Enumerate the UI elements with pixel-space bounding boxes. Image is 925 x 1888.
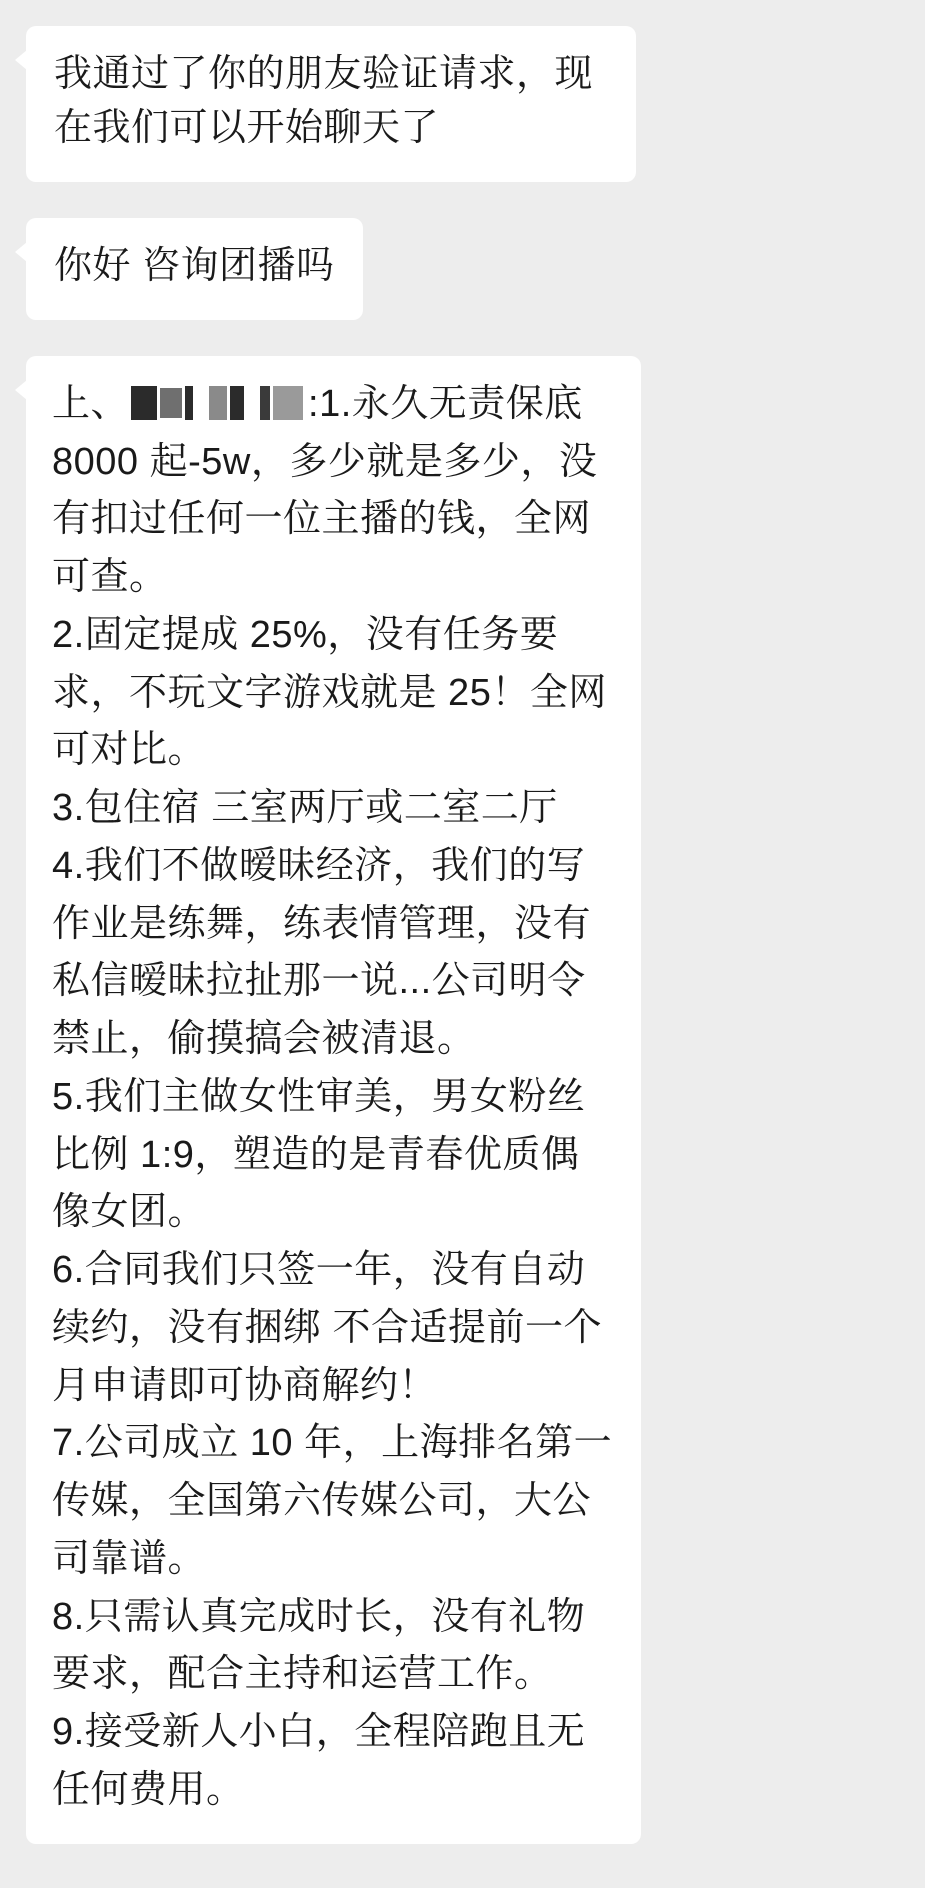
- message-row: [0, 218, 925, 320]
- message-line: 3.包住宿 三室两厅或二室二厅: [52, 787, 558, 830]
- message-row: [0, 26, 925, 182]
- message-line: 2.固定提成 25%，没有任务要求，不玩文字游戏就是 25！全网可对比。: [52, 613, 607, 772]
- message-text: 你好 咨询团播吗: [54, 244, 335, 287]
- redaction-mosaic-icon: [131, 386, 306, 420]
- redacted-suffix-text: :1.永久无责保底: [308, 382, 583, 425]
- message-line: 5.我们主做女性审美，男女粉丝比例 1:9，塑造的是青春优质偶像女团。: [52, 1075, 586, 1234]
- message-line: 8000 起-5w，多少就是多少，没有扣过任何一位主播的钱，全网可查。: [52, 440, 598, 599]
- chat-bubble-incoming[interactable]: [26, 26, 636, 182]
- message-first-line: [52, 376, 615, 434]
- message-line: 4.我们不做暧昧经济，我们的写作业是练舞，练表情管理，没有私信暧昧拉扯那一说...公司明令禁止，偷摸搞会被清退。: [52, 844, 592, 1061]
- chat-bubble-incoming[interactable]: [26, 218, 363, 320]
- redacted-prefix-text: 上、: [52, 382, 130, 425]
- message-line: 7.公司成立 10 年，上海排名第一传媒，全国第六传媒公司，大公司靠谱。: [52, 1422, 613, 1580]
- message-line: 9.接受新人小白，全程陪跑且无任何费用。: [52, 1711, 586, 1811]
- message-line: 6.合同我们只签一年，没有自动续约，没有捆绑 不合适提前一个月申请即可协商解约！: [52, 1249, 603, 1407]
- chat-bubble-incoming-long[interactable]: [26, 356, 641, 1844]
- message-text: 我通过了你的朋友验证请求，现在我们可以开始聊天了: [54, 53, 594, 149]
- message-row: [0, 356, 925, 1844]
- message-line: 8.只需认真完成时长，没有礼物要求，配合主持和运营工作。: [52, 1595, 586, 1696]
